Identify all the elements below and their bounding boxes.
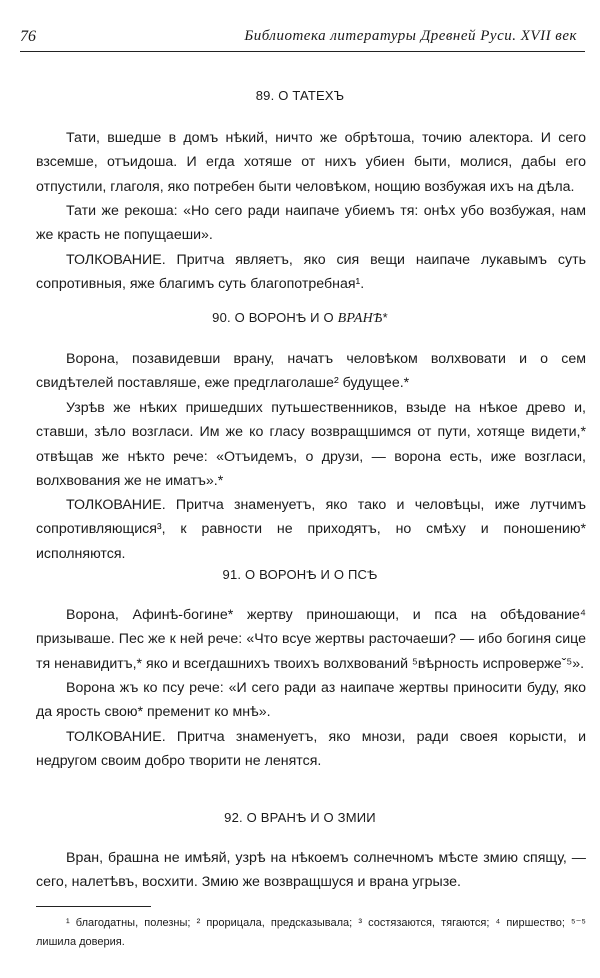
- paragraph: ТОЛКОВАНИЕ. Притча знаменуетъ, яко мнози, ради своея корысти, и недругом своим добро творити не ленятся.: [36, 729, 586, 770]
- paragraph: Ворона жъ ко псу рече: «И сего ради аз наипаче жертвы приносити буду, яко да ярость свою* пременит ко мнѣ».: [36, 680, 586, 721]
- section-title-italic: ВРАНѢ: [337, 311, 383, 326]
- footnotes: ¹ благодатны, полезны; ² прорицала, предсказывала; ³ состязаются, тягаются; ⁴ пиршество; ⁵⁻⁵ лишила доверия.: [36, 917, 586, 948]
- paragraph: ТОЛКОВАНИЕ. Притча знаменуетъ, яко тако и человѣцы, иже лутчимъ сопротивляющися³, к равности не приходятъ, но смѣху и поношению* исполняются.: [36, 497, 586, 562]
- paragraph: Вран, брашна не имѣяй, узрѣ на нѣкоемъ солнечномъ мѣсте змию спящу, — сего, налетѣвъ, восхити. Змию же возвращшуся и врана угрызе.: [36, 850, 586, 891]
- paragraph: Узрѣв же нѣких пришедших путьшественников, взыде на нѣкое древо и, ставши, зѣло возгласи. Им же ко гласу возвращшимся от пути, хотяще видети,* отвѣщав же нѣкто рече: «Отъидемъ, о друзи, — ворона есть, иже возгласи, волхвования же не иматъ».*: [36, 400, 586, 490]
- section-title: 92. О ВРАНѢ И О ЗМИИ: [224, 810, 376, 825]
- paragraph: Ворона, Афинѣ-богине* жертву приношающи, и пса на обѣдование⁴ призываше. Пес же к ней рече: «Что всуе жертвы расточаеши? — ибо богиня сице тя ненавидитъ,* яко и всегдашнихъ твоихъ волхвований ⁵вѣрность испровержеˇ⁵».: [36, 607, 586, 672]
- header-rule: [20, 51, 585, 52]
- paragraph: Тати, вшедше в домъ нѣкий, ничто же обрѣтоша, точию алектора. И сего взсемше, отъидоша. И егда хотяше от нихъ убиен быти, молися, дабы его отпустили, глаголя, яко потребен быти человѣком, нощию возбужая ихъ на дѣла.: [36, 130, 586, 195]
- page-number: 76: [20, 28, 36, 45]
- section-title: 91. О ВОРОНѢ И О ПСѢ: [222, 567, 378, 582]
- section-title-mark: *: [382, 310, 388, 325]
- section-title: [0, 310, 600, 327]
- paragraph: Ворона, позавидевши врану, начатъ человѣком волхвовати и о сем свидѣтелей поставляше, еже предглаголаше² будущее.*: [36, 351, 586, 392]
- section-title-text: 90. О ВОРОНѢ И О: [212, 310, 338, 325]
- paragraph: ТОЛКОВАНИЕ. Притча являетъ, яко сия вещи наипаче лукавымъ суть сопротивныя, яже благимъ суть благопотребная¹.: [36, 252, 586, 293]
- running-title: Библиотека литературы Древней Руси. XVII век: [244, 28, 577, 44]
- running-header: [20, 24, 585, 52]
- footnote-rule: [36, 906, 151, 907]
- section-title: 89. О ТАТЕХЪ: [255, 88, 345, 103]
- paragraph: Тати же рекоша: «Но сего ради наипаче убиемъ тя: онѣх убо возбужая, нам же красть не попущаеши».: [36, 203, 586, 244]
